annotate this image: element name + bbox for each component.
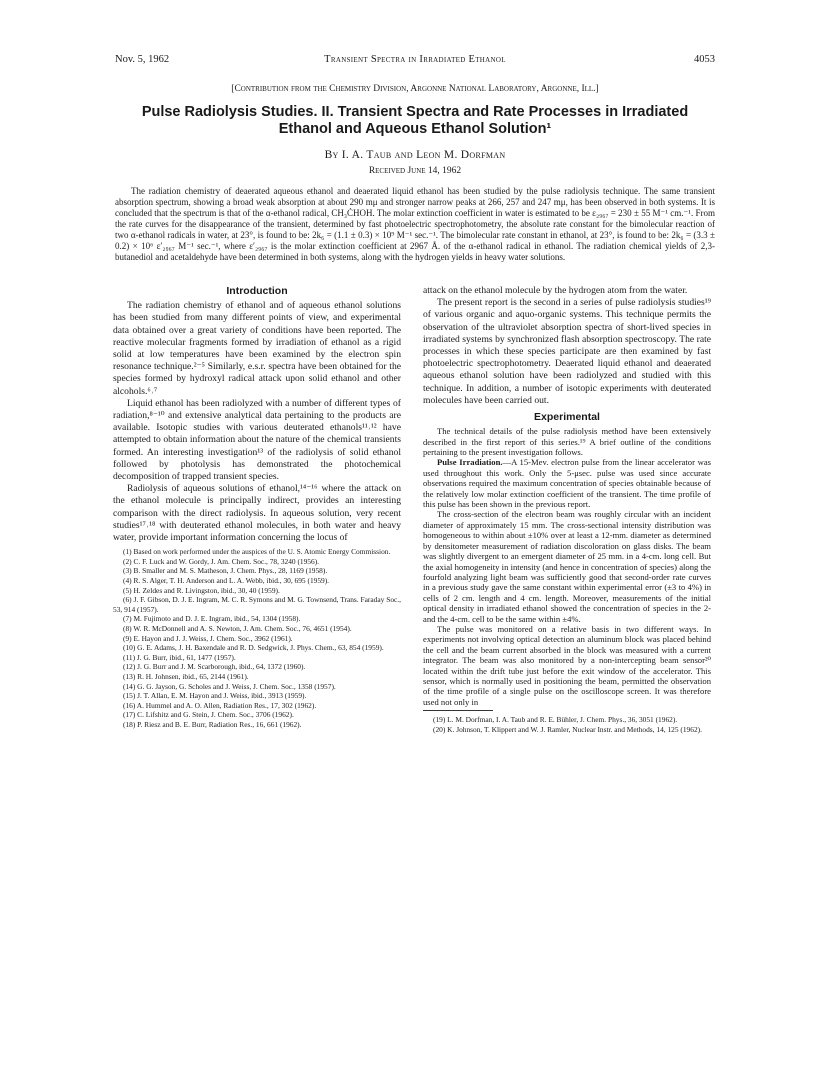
footnote-rule [423,710,493,711]
footnotes-left [113,547,401,729]
footnote: (5) H. Zeldes and R. Livingston, ibid., 30, 40 (1959). [123,585,280,595]
left-column [113,285,401,730]
footnote: (20) K. Johnson, T. Klippert and W. J. Ramler, Nuclear Instr. and Methods, 14, 125 (1962). [433,724,702,734]
footnote: (13) R. H. Johnsen, ibid., 65, 2144 (1961). [123,671,249,681]
issue-date: Nov. 5, 1962 [115,54,170,65]
paragraph: The technical details of the pulse radiolysis method have been extensively described in the first report of this series.¹⁹ A brief outline of the conditions pertaining to the present investigation follows. [423,426,711,458]
footnote: (3) B. Smaller and M. S. Matheson, J. Chem. Phys., 28, 1169 (1958). [123,566,328,576]
paragraph: The radiation chemistry of ethanol and of aqueous ethanol solutions has been studied from many different points of view, and experimental data obtained over a great variety of conditions have been reported. The reactive molecular fragments formed by irradiation of ethanol as a rigid solid at low temperatures have been examined by the electron spin resonance technique.²⁻⁵ Similarly, e.s.r. spectra have been obtained for the species formed by hydroxyl radical attack upon solid ethanol and other alcohols.⁶˒⁷ [113,300,401,397]
running-title: Transient Spectra in Irradiated Ethanol [324,54,506,65]
footnote: (12) J. G. Burr and J. M. Scarborough, ibid., 64, 1372 (1960). [123,662,306,672]
section-heading-experimental: Experimental [534,411,600,424]
paragraph: attack on the ethanol molecule by the hydrogen atom from the water. [423,285,688,296]
footnote: (17) C. Lifshitz and G. Stein, J. Chem. Soc., 3706 (1962). [123,710,294,720]
article-title: Pulse Radiolysis Studies. II. Transient Spectra and Rate Processes in Irradiated Ethanol and Aqueous Ethanol Solution¹ [141,104,689,137]
footnote: (15) J. T. Allan, E. M. Hayon and J. Weiss, ibid., 3913 (1959). [123,691,307,701]
footnote: (4) R. S. Alger, T. H. Anderson and L. A. Webb, ibid., 30, 695 (1959). [123,576,330,586]
received-date: Received June 14, 1962 [368,166,462,176]
paragraph: Liquid ethanol has been radiolyzed with a number of different types of radiation,⁸⁻¹⁰ and extensive analytical data pertaining to the products are available. Isotopic studies with various deuterated ethanols¹¹˒¹² have attempted to obtain information about the nature of the chemical transients formed. An interesting investigation¹³ of the radiolysis of solid ethanol followed by photolysis has demonstrated the photochemical decomposition of trapped transient species. [113,397,401,483]
footnote: (16) A. Hummel and A. O. Allen, Radiation Res., 17, 302 (1962). [123,700,317,710]
paragraph-pulse-irradiation [423,457,711,509]
right-column [423,285,711,734]
paragraph: Radiolysis of aqueous solutions of ethanol,¹⁴⁻¹⁶ where the attack on the ethanol molecule is principally indirect, provides an interesting comparison with the direct radiolysis. In aqueous solution, very recent studies¹⁷˒¹⁸ with deuterated ethanol molecules, in both water and heavy water, provide important information concerning the locus of [113,483,401,544]
footnote: (18) P. Riesz and B. E. Burr, Radiation Res., 16, 661 (1962). [123,719,302,729]
footnote: (1) Based on work performed under the auspices of the U. S. Atomic Energy Commission. [123,547,391,557]
abstract: The radiation chemistry of deaerated aqueous ethanol and deaerated liquid ethanol has been studied by the pulse radiolysis technique. The same transient absorption spectrum, showing a broad weak absorption at about 290 mμ and stronger narrow peaks at 266, 257 and 247 mμ, has been observed in both systems. It is concluded that the spectrum is that of the α-ethanol radical, CH₃ĊHOH. The molar extinction coefficient in water is estimated to be ε₂₉₆₇ = 230 ± 55 M⁻¹ cm.⁻¹. From the rate curves for the disappearance of the transient, determined by fast photoelectric spectrophotometry, the absolute rate constant for the bimolecular reaction of two α-ethanol radicals in water, at 23°, is found to be: 2k₆ = (1.1 ± 0.3) × 10⁹ M⁻¹ sec.⁻¹. The bimolecular rate constant in ethanol, at 23°, is found to be: 2k₆ = (3.3 ± 0.2) × 10⁶ ε′₂₉₆₇ M⁻¹ sec.⁻¹, where ε′₂₉₆₇ is the molar extinction coefficient at 2967 Å. of the α-ethanol radical in ethanol. The radiation chemical yields of 2,3-butanediol and acetaldehyde have been determined in both systems, along with the hydrogen yields in heavy water solutions. [115,186,715,262]
footnote: (7) M. Fujimoto and D. J. E. Ingram, ibid., 54, 1304 (1958). [123,614,301,624]
footnote: (9) E. Hayon and J. J. Weiss, J. Chem. Soc., 3962 (1961). [123,633,293,643]
runin-heading: Pulse Irradiation. [437,457,503,468]
author-line: By I. A. Taub and Leon M. Dorfman [324,149,506,161]
footnote: (6) J. F. Gibson, D. J. E. Ingram, M. C. R. Symons and M. G. Townsend, Trans. Faraday Soc., 53, 914 (1957). [113,595,401,614]
footnote: (11) J. G. Burr, ibid., 61, 1477 (1957). [123,652,236,662]
footnote: (14) G. G. Jayson, G. Scholes and J. Weiss, J. Chem. Soc., 1358 (1957). [123,681,336,691]
paragraph: The cross-section of the electron beam was roughly circular with an incident diameter of approximately 15 mm. The cross-sectional intensity distribution was homogeneous to within about ±10% over at least a 12-mm. diameter as determined by densitometer measurement of radiation discoloration on glass disks. The beam was slightly divergent to an emergent diameter of 25 mm. in a 4-cm. long cell. But the axial homogeneity in intensity (and hence in concentration of species) along the fourfold analyzing light beam was sufficiently good that second-order rate curves in a previous study gave the same constant within experimental error (±3 to 4%) in cells of 2 cm. length and 4 cm. length. Moreover, measurements of the initial optical density in irradiated ethanol showed the concentration of species in the 2- and the 4-cm. cell to be the same within ±4%. [423,509,711,624]
footnotes-right [423,715,711,734]
page-number: 4053 [694,54,715,65]
footnote: (19) L. M. Dorfman, I. A. Taub and R. E. Bühler, J. Chem. Phys., 36, 3051 (1962). [433,715,678,725]
footnote: (10) G. E. Adams, J. H. Baxendale and R. D. Sedgwick, J. Phys. Chem., 63, 854 (1959). [123,643,384,653]
section-heading-introduction: Introduction [226,285,288,297]
footnote: (8) W. R. McDonnell and A. S. Newton, J. Am. Chem. Soc., 76, 4651 (1954). [123,624,352,634]
contribution-line: [Contribution from the Chemistry Division, Argonne National Laboratory, Argonne, Ill.] [231,84,599,94]
paragraph: The present report is the second in a series of pulse radiolysis studies¹⁹ of various organic and aquo-organic systems. This technique permits the observation of the ultraviolet absorption spectra of short-lived species in irradiated systems by synchronized flash absorption spectroscopy. The rate processes in which these species participate are then examined by fast photoelectric spectrophotometry. Deaerated liquid ethanol and deaerated aqueous ethanol solution have been radiolyzed and studied with this technique. In addition, a number of isotopic experiments with deuterated molecules have been carried out. [423,297,711,406]
paragraph: The pulse was monitored on a relative basis in two different ways. In experiments not involving optical detection an aluminum block was placed behind the cell and the beam current absorbed in the block was measured with a current integrator. The beam was also monitored by a non-intercepting beam sensor²⁰ located within the drift tube just before the exit window of the accelerator. This sensor, which is normally used in positioning the beam, permitted the observation of the time profile of a single pulse on the oscilloscope screen. It was therefore used not only in [423,623,711,707]
footnote: (2) C. F. Luck and W. Gordy, J. Am. Chem. Soc., 78, 3240 (1956). [123,556,320,566]
runin-text: —A 15-Mev. electron pulse from the linear accelerator was used throughout this work. Only the 5-μsec. pulse was used since accurate observations required the maximum concentration of species obtainable because of the relatively low molar extinction coefficient of the transient. The time profile of this pulse has been shown in the previous report. [423,457,712,510]
